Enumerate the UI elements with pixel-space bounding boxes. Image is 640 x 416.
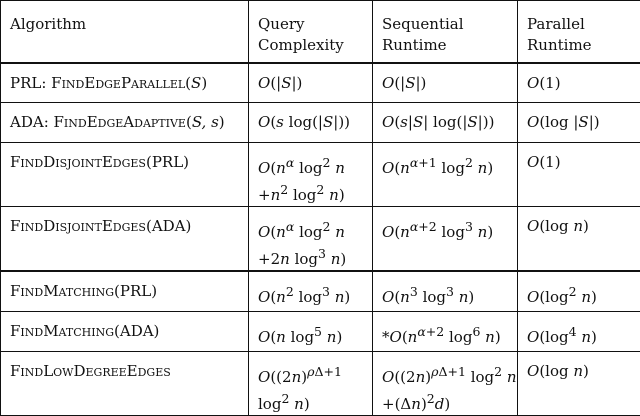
algorithm-name: FindDisjointEdges bbox=[10, 217, 146, 235]
query-complexity-cell: O(|S|) bbox=[249, 63, 373, 103]
sequential-runtime-cell: $*O(n^{\alpha+2}$ $\log^6 n$) bbox=[373, 311, 518, 351]
table-row bbox=[1, 143, 640, 207]
parallel-runtime-cell: O(log n) bbox=[518, 351, 640, 415]
algorithm-name: FindMatching bbox=[10, 322, 114, 340]
table-row bbox=[1, 207, 640, 272]
header-algorithm bbox=[1, 1, 249, 63]
sequential-runtime-cell: $O(n^3$ $\log^3 n$) bbox=[373, 271, 518, 311]
algorithm-name: FindEdgeAdaptive bbox=[54, 113, 186, 131]
parallel-runtime-cell: O(1) bbox=[518, 63, 640, 103]
table-row bbox=[1, 311, 640, 351]
parallel-runtime-cell: $O(\log^2$ n) bbox=[518, 271, 640, 311]
query-complexity-cell: $O(n^\alpha$ $\log^2 n$ +2n $\log^3 n$) bbox=[249, 207, 373, 272]
header-query-line1: Query bbox=[258, 14, 364, 35]
query-complexity-cell: O(n $\log^5 n$) bbox=[249, 311, 373, 351]
algorithm-cell: FindMatching(PRL) bbox=[1, 271, 249, 311]
algorithm-name: FindLowDegreeEdges bbox=[10, 362, 171, 380]
header-query-complexity bbox=[249, 1, 373, 63]
sequential-runtime-cell: O(|S|) bbox=[373, 63, 518, 103]
algorithm-name: FindDisjointEdges bbox=[10, 153, 146, 171]
algorithm-cell: ADA: FindEdgeAdaptive(S, s) bbox=[1, 103, 249, 143]
sequential-runtime-cell: $O((2n)^{\rho\Delta+1}$ $\log^2 n$ $+(\Delta n)^2d$) bbox=[373, 351, 518, 415]
algorithm-cell: PRL: FindEdgeParallel(S) bbox=[1, 63, 249, 103]
query-complexity-cell: $O((2n)^{\rho\Delta+1}$ $\log^2 n$) bbox=[249, 351, 373, 415]
table-row bbox=[1, 103, 640, 143]
query-complexity-cell: $O(n^2$ $\log^3 n$) bbox=[249, 271, 373, 311]
algorithm-name: FindEdgeParallel bbox=[51, 74, 185, 92]
sequential-runtime-cell: $O(n^{\alpha+1}$ $\log^2 n$) bbox=[373, 143, 518, 207]
sequential-runtime-cell: $O(n^{\alpha+2}$ $\log^3 n$) bbox=[373, 207, 518, 272]
algorithm-cell bbox=[1, 351, 249, 415]
header-query-line2: Complexity bbox=[258, 35, 364, 56]
algorithm-cell: FindDisjointEdges(PRL) bbox=[1, 143, 249, 207]
parallel-runtime-cell: O(1) bbox=[518, 143, 640, 207]
algorithm-cell: FindDisjointEdges(ADA) bbox=[1, 207, 249, 272]
header-row bbox=[1, 1, 640, 63]
sequential-runtime-cell: O(s|S| log(|S|)) bbox=[373, 103, 518, 143]
header-algorithm-label: Algorithm bbox=[10, 15, 86, 33]
algorithm-cell: FindMatching(ADA) bbox=[1, 311, 249, 351]
parallel-runtime-cell: O(log n) bbox=[518, 207, 640, 272]
header-parallel-line2: Runtime bbox=[527, 35, 632, 56]
header-sequential-line2: Runtime bbox=[382, 35, 509, 56]
header-parallel-line1: Parallel bbox=[527, 14, 632, 35]
algorithm-name: FindMatching bbox=[10, 282, 114, 300]
header-sequential-runtime bbox=[373, 1, 518, 63]
header-parallel-runtime bbox=[518, 1, 640, 63]
query-complexity-cell: O(s log(|S|)) bbox=[249, 103, 373, 143]
header-sequential-line1: Sequential bbox=[382, 14, 509, 35]
table-row bbox=[1, 351, 640, 415]
table-row bbox=[1, 271, 640, 311]
parallel-runtime-cell: $O(\log^4$ n) bbox=[518, 311, 640, 351]
table-row bbox=[1, 63, 640, 103]
parallel-runtime-cell: O(log |S|) bbox=[518, 103, 640, 143]
query-complexity-cell: $O(n^\alpha$ $\log^2 n$ $+n^2$ $\log^2 n$) bbox=[249, 143, 373, 207]
